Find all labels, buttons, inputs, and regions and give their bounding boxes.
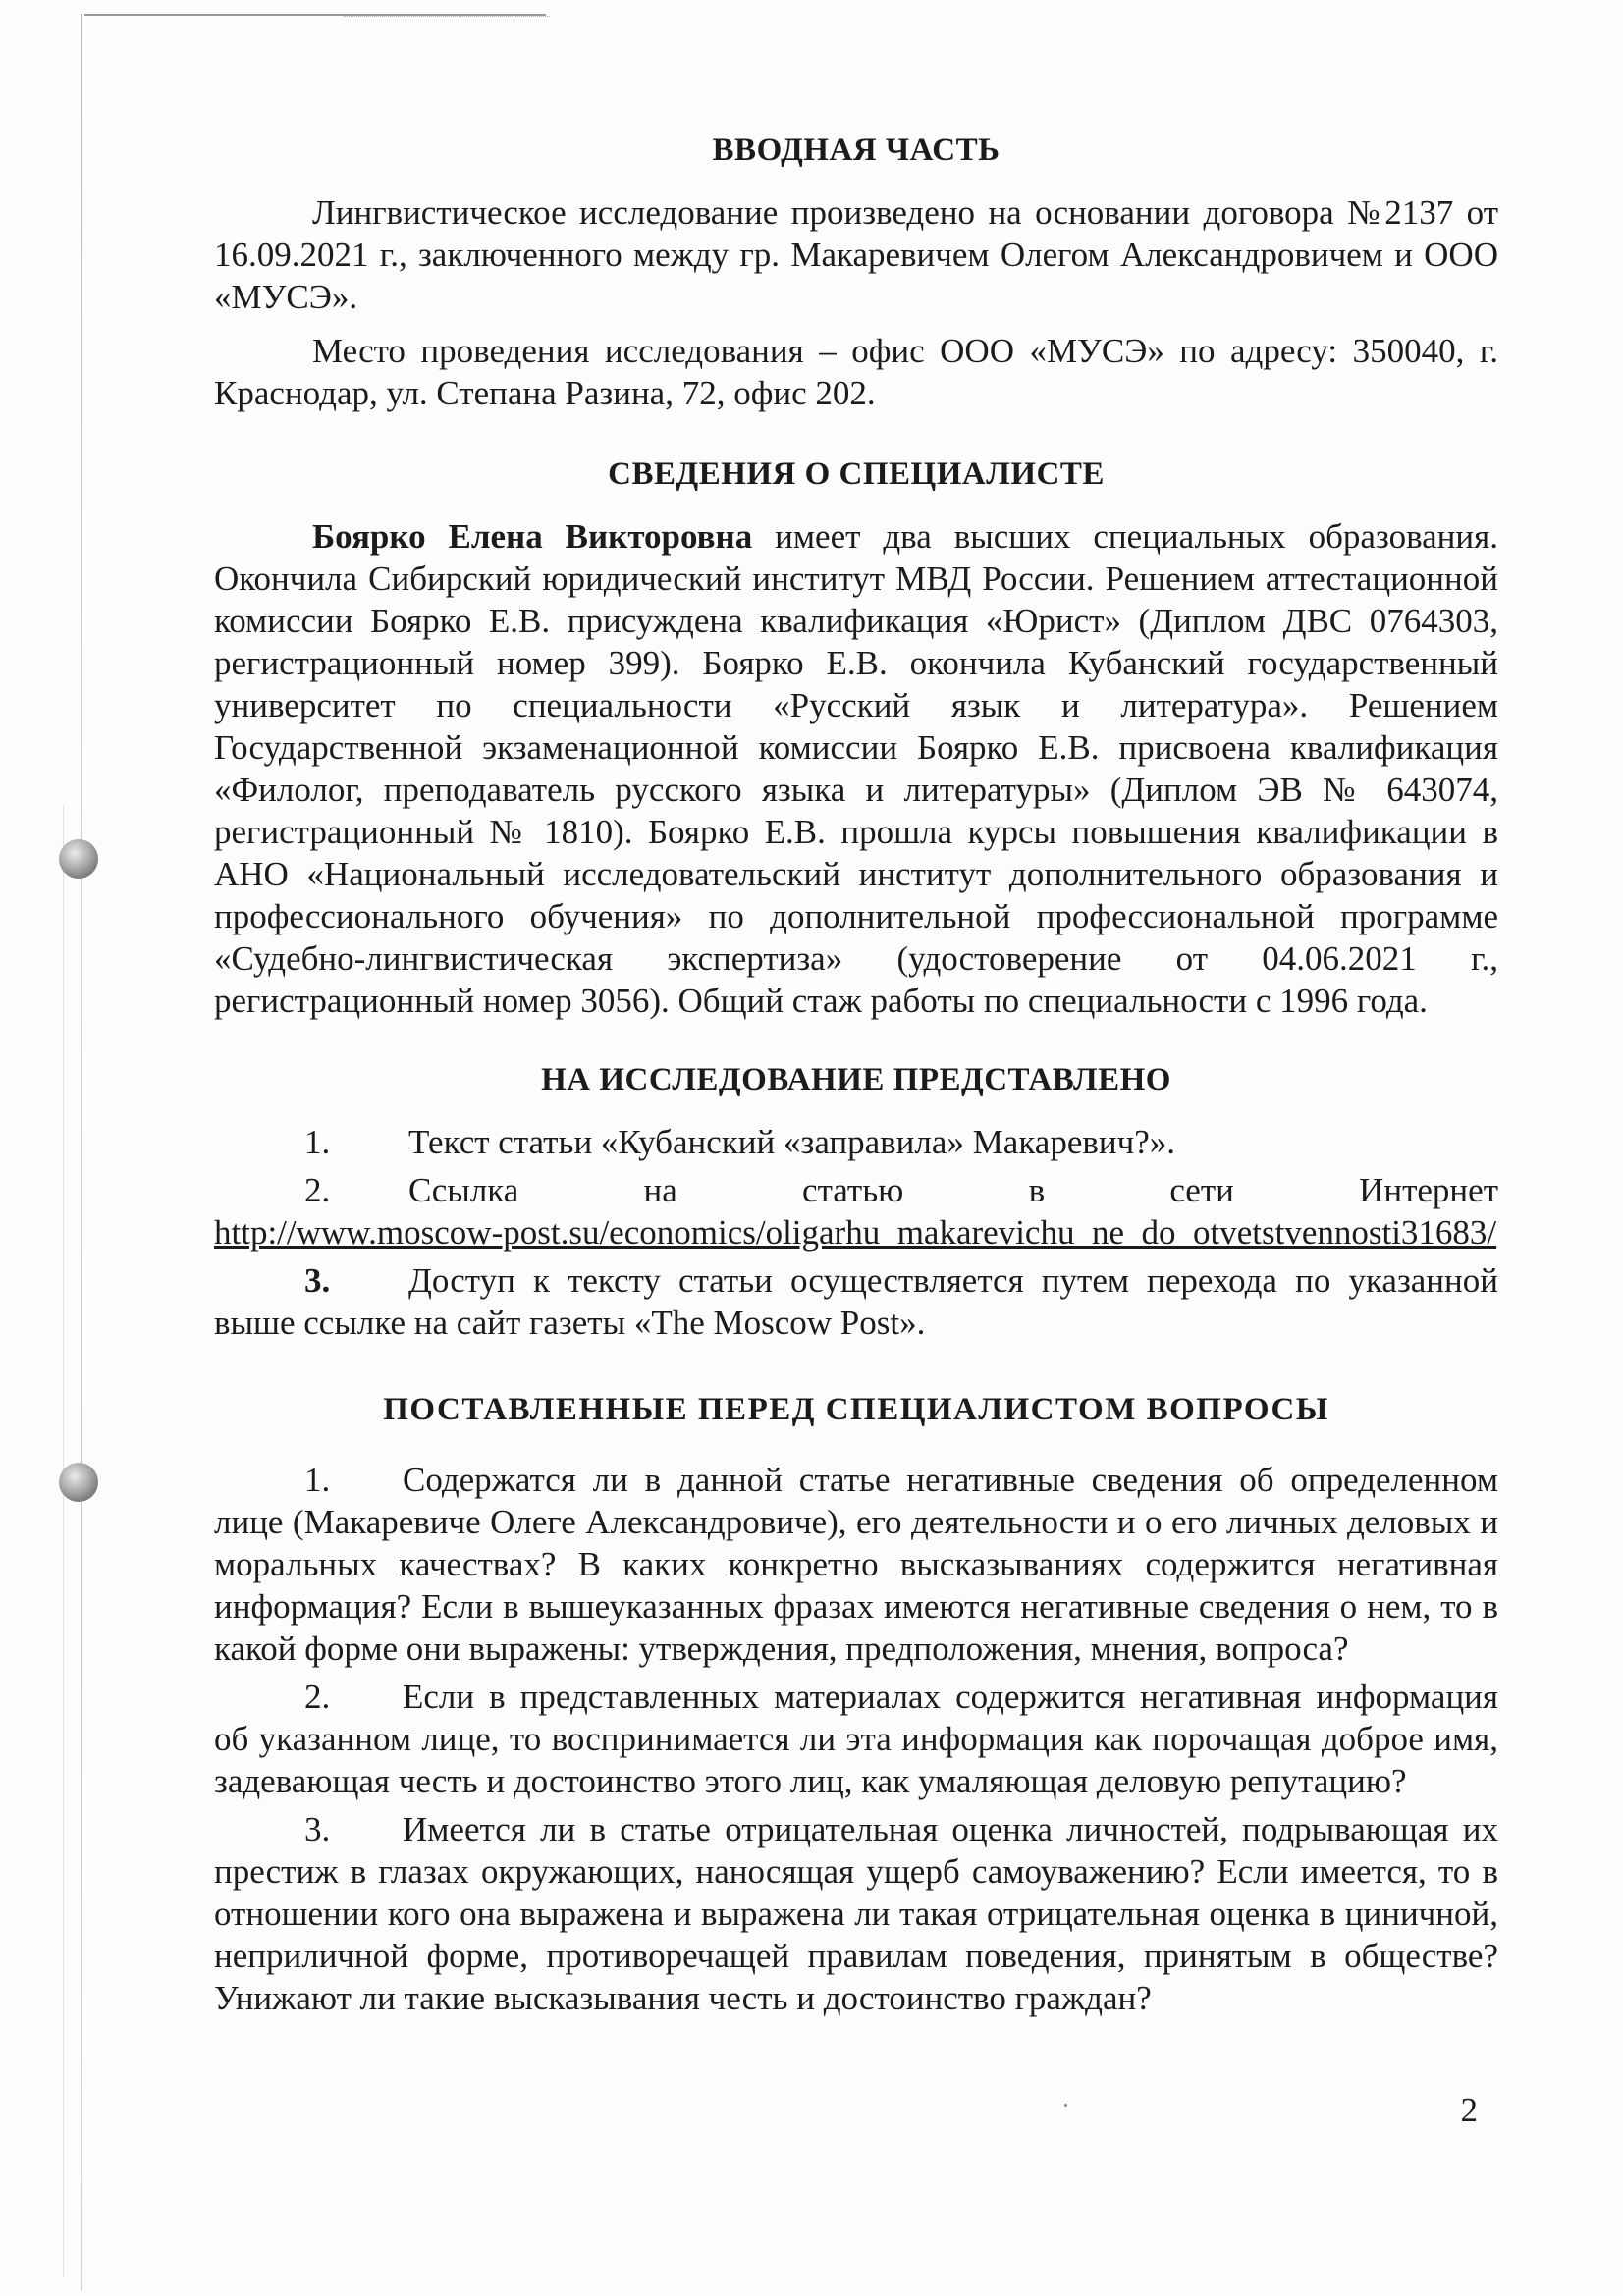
- provided-item: [214, 1121, 1498, 1163]
- question-number: 2.: [304, 1678, 331, 1716]
- question-text: Если в представленных материалах содержится негативная информация об указанном лице, то воспринимается ли эта информация как порочащая доброе имя, задевающая честь и достоинство этого лиц, как умаляющая деловую репутацию?: [214, 1678, 1498, 1800]
- specialist-paragraph: [214, 515, 1498, 1022]
- question-number: 1.: [304, 1461, 331, 1499]
- question-text: Имеется ли в статье отрицательная оценка личностей, подрывающая их престиж в глазах окружающих, наносящая ущерб самоуважению? Если имеется, то в отношении кого она выражена и выражена ли такая отрицательная оценка в циничной, неприличной форме, противоречащей правилам поведения, принятым в обществе? Унижают ли такие высказывания честь и достоинство граждан?: [214, 1810, 1498, 2017]
- scan-left-edge-faint: [63, 805, 64, 2277]
- document-body: [214, 130, 1498, 2019]
- provided-item-text: Доступ к тексту статьи осуществляется путем перехода по указанной выше ссылке на сайт газеты «The Moscow Post».: [214, 1261, 1498, 1342]
- punch-hole-icon: [59, 839, 98, 879]
- heading-intro: ВВОДНАЯ ЧАСТЬ: [712, 133, 1001, 168]
- scan-top-rule-faint: [344, 16, 550, 17]
- provided-item-number: 2.: [304, 1171, 331, 1209]
- heading-questions: ПОСТАВЛЕННЫЕ ПЕРЕД СПЕЦИАЛИСТОМ ВОПРОСЫ: [383, 1392, 1329, 1427]
- specialist-name: Боярко Елена Викторовна: [312, 517, 753, 556]
- punch-hole-icon: [59, 1463, 98, 1502]
- provided-item-text: Ссылка на статью в сети Интернет: [408, 1171, 1498, 1209]
- question-item: [214, 1459, 1498, 1670]
- provided-item: [214, 1259, 1498, 1344]
- question-number: 3.: [304, 1810, 331, 1848]
- specialist-description: имеет два высших специальных образования. Окончила Сибирский юридический институт МВД России. Решением аттестационной комиссии Боярко Е.В. присуждена квалификация «Юрист» (Диплом ДВС 0764303, регистрационный номер 399). Боярко Е.В. окончила Кубанский государственный университет по специальности «Русский язык и литература». Решением Государственной экзаменационной комиссии Боярко Е.В. присвоена квалификация «Филолог, преподаватель русского языка и литературы» (Диплом ЭВ № 643074, регистрационный № 1810). Боярко Е.В. прошла курсы повышения квалификации в АНО «Национальный исследовательский институт дополнительного образования и профессионального обучения» по дополнительной профессиональной программе «Судебно-лингвистическая экспертиза» (удостоверение от 04.06.2021 г., регистрационный номер 3056). Общий стаж работы по специальности с 1996 года.: [214, 517, 1498, 1020]
- page-number: 2: [1460, 2091, 1478, 2129]
- article-link[interactable]: http://www.moscow-post.su/economics/oligarhu_makarevichu_ne_do_otvetstvennosti31683/: [214, 1213, 1497, 1252]
- provided-item-number: 1.: [304, 1123, 331, 1161]
- intro-paragraph-contract: Лингвистическое исследование произведено на основании договора №2137 от 16.09.2021 г., заключенного между гр. Макаревичем Олегом Александровичем и ООО «МУСЭ».: [214, 193, 1498, 316]
- heading-specialist: СВЕДЕНИЯ О СПЕЦИАЛИСТЕ: [608, 456, 1105, 492]
- provided-item: [214, 1169, 1498, 1254]
- scan-left-edge: [81, 14, 82, 2291]
- heading-provided: НА ИССЛЕДОВАНИЕ ПРЕДСТАВЛЕНО: [541, 1062, 1171, 1097]
- question-item: [214, 1808, 1498, 2019]
- provided-item-text: Текст статьи «Кубанский «заправила» Макаревич?».: [408, 1123, 1176, 1161]
- question-text: Содержатся ли в данной статье негативные сведения об определенном лице (Макаревиче Олеге Александровиче), его деятельности и о его личных деловых и моральных качествах? В каких конкретно высказываниях содержится негативная информация? Если в вышеуказанных фразах имеются негативные сведения о нем, то в какой форме они выражены: утверждения, предположения, мнения, вопроса?: [214, 1461, 1498, 1668]
- question-item: [214, 1676, 1498, 1802]
- provided-item-number: 3.: [304, 1261, 331, 1300]
- scan-speck: [1064, 2104, 1067, 2107]
- intro-paragraph-location: Место проведения исследования – офис ООО «МУСЭ» по адресу: 350040, г. Краснодар, ул. Степана Разина, 72, офис 202.: [214, 332, 1498, 412]
